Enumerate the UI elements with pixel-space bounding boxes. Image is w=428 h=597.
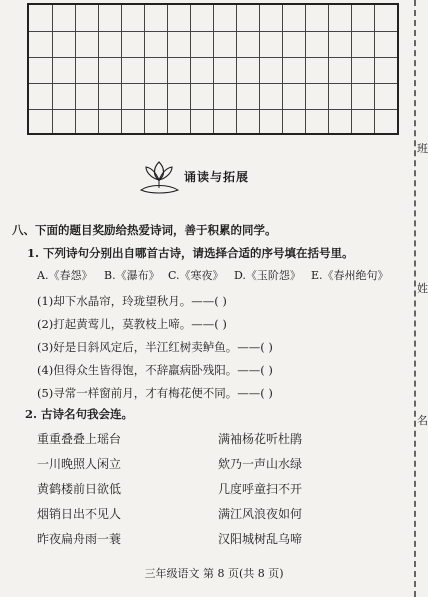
poem-line-left-5: 昨夜扁舟雨一蓑 — [37, 532, 122, 546]
grid-line — [259, 5, 260, 133]
q1-item-5: (5)寻常一样窗前月，才有梅花便不同。——( ) — [37, 386, 273, 400]
option-e: E.《春州绝句》 — [311, 269, 389, 282]
side-label-class: 班 — [417, 142, 428, 155]
poem-line-right-4: 满江风浪夜如何 — [218, 507, 303, 521]
grid-line — [52, 5, 53, 133]
poem-line-left-2: 一川晚照人闲立 — [37, 457, 122, 471]
poem-line-left-1: 重重叠叠上瑶台 — [37, 432, 122, 446]
grid-line — [167, 5, 168, 133]
question-1-instruction: 1. 下列诗句分别出自哪首古诗，请选择合适的序号填在括号里。 — [27, 246, 354, 260]
writing-grid — [27, 3, 399, 135]
grid-line — [75, 5, 76, 133]
grid-line — [351, 5, 352, 133]
option-b: B.《瀑布》 — [104, 269, 160, 282]
q1-item-2: (2)打起黄莺儿，莫教枝上啼。——( ) — [37, 317, 227, 331]
grid-line — [328, 5, 329, 133]
q1-item-1: (1)却下水晶帘，玲珑望秋月。——( ) — [37, 294, 227, 308]
grid-line — [190, 5, 191, 133]
poem-line-right-5: 汉阳城树乱乌啼 — [218, 532, 303, 546]
section-title: 诵读与拓展 — [184, 170, 250, 184]
grid-line — [305, 5, 306, 133]
side-label-surname: 姓 — [417, 282, 428, 295]
grid-line — [121, 5, 122, 133]
grid-line — [98, 5, 99, 133]
grid-line — [236, 5, 237, 133]
poem-line-right-2: 欸乃一声山水绿 — [218, 457, 303, 471]
page-footer: 三年级语文 第 8 页(共 8 页) — [144, 567, 284, 580]
option-a: A.《春怨》 — [37, 269, 93, 282]
option-d: D.《玉阶怨》 — [234, 269, 301, 282]
lotus-icon — [138, 156, 180, 196]
poem-line-right-3: 几度呼童扫不开 — [218, 482, 303, 496]
question-8-heading: 八、下面的题目奖励给热爱诗词，善于积累的同学。 — [12, 223, 277, 237]
grid-line — [282, 5, 283, 133]
q1-options — [37, 267, 417, 283]
section-header — [138, 156, 298, 198]
side-label-name: 名 — [417, 414, 428, 427]
poem-line-left-4: 烟销日出不见人 — [37, 507, 122, 521]
grid-line — [374, 5, 375, 133]
q1-item-3: (3)好是日斜风定后，半江红树卖鲈鱼。——( ) — [37, 340, 273, 354]
option-c: C.《寒夜》 — [168, 269, 224, 282]
q1-item-4: (4)但得众生皆得饱，不辞羸病卧残阳。——( ) — [37, 363, 273, 377]
poem-line-right-1: 满袖杨花听杜鹃 — [218, 432, 303, 446]
grid-line — [213, 5, 214, 133]
grid-line — [144, 5, 145, 133]
poem-line-left-3: 黄鹤楼前日欲低 — [37, 482, 122, 496]
binding-dashed-line — [414, 0, 417, 597]
question-2-instruction: 2. 古诗名句我会连。 — [25, 407, 134, 421]
